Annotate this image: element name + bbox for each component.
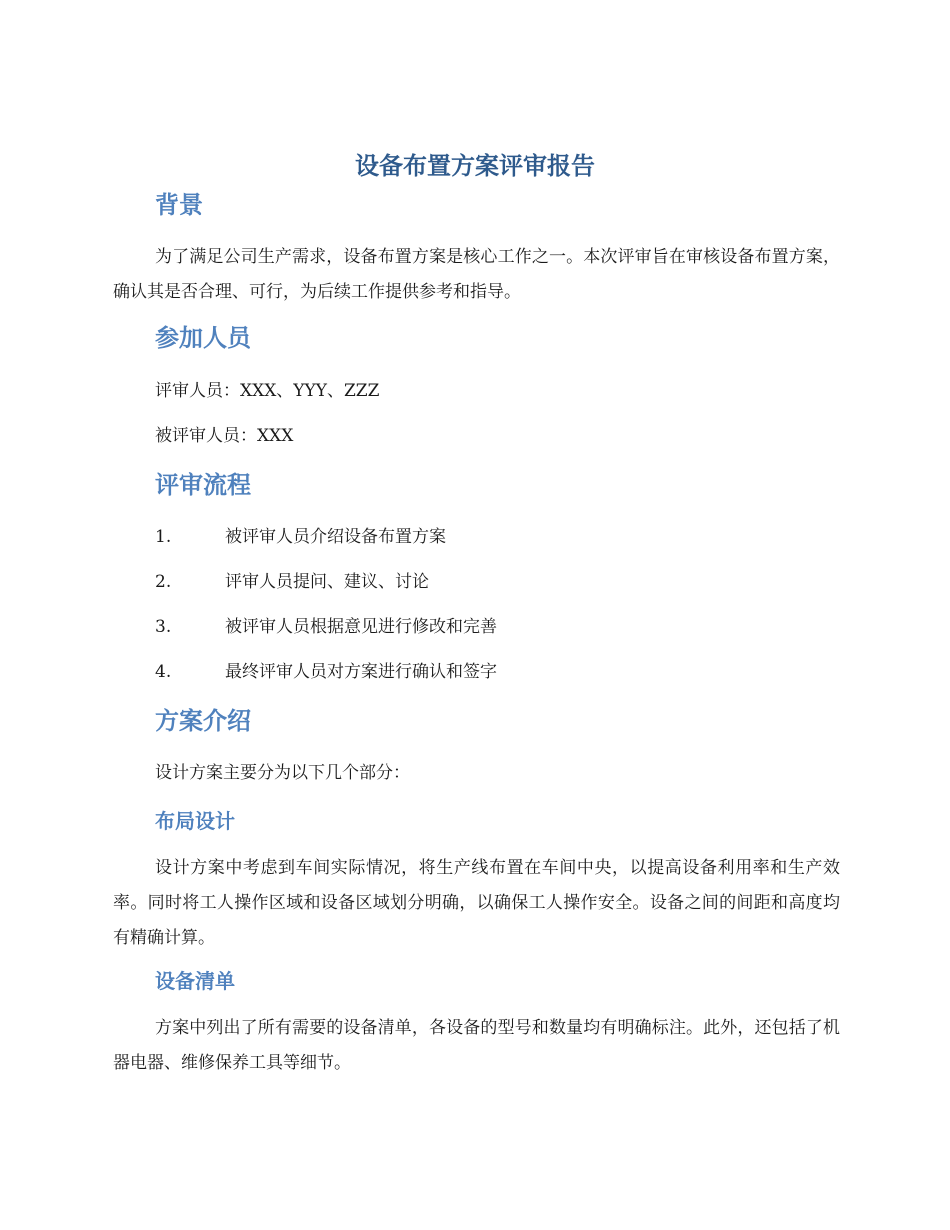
plan-intro: 设计方案主要分为以下几个部分： — [155, 763, 410, 783]
heading-equipment-list: 设备清单 — [155, 969, 235, 993]
heading-process: 评审流程 — [155, 471, 251, 499]
heading-layout-design: 布局设计 — [155, 809, 235, 833]
list-item — [155, 660, 497, 684]
list-item — [155, 525, 446, 549]
heading-background: 背景 — [155, 191, 203, 219]
list-item-number: 4. — [155, 662, 172, 682]
list-item — [155, 615, 497, 639]
reviewee-line: 被评审人员：XXX — [155, 426, 294, 446]
list-item-number: 2. — [155, 572, 172, 592]
list-item-text: 被评审人员根据意见进行修改和完善 — [225, 617, 497, 637]
heading-plan: 方案介绍 — [155, 707, 251, 735]
list-item-text: 被评审人员介绍设备布置方案 — [225, 527, 446, 547]
list-item-number: 1. — [155, 527, 172, 547]
background-paragraph: 为了满足公司生产需求，设备布置方案是核心工作之一。本次评审旨在审核设备布置方案，确认其是否合理、可行，为后续工作提供参考和指导。 — [113, 247, 840, 302]
equipment-paragraph: 方案中列出了所有需要的设备清单，各设备的型号和数量均有明确标注。此外，还包括了机器电器、维修保养工具等细节。 — [113, 1018, 840, 1073]
document-title: 设备布置方案评审报告 — [355, 152, 595, 180]
list-item-number: 3. — [155, 617, 172, 637]
list-item-text: 评审人员提问、建议、讨论 — [225, 572, 429, 592]
reviewers-line: 评审人员：XXX、YYY、ZZZ — [155, 381, 380, 401]
layout-paragraph: 设计方案中考虑到车间实际情况，将生产线布置在车间中央，以提高设备利用率和生产效率。同时将工人操作区域和设备区域划分明确，以确保工人操作安全。设备之间的间距和高度均有精确计算。 — [113, 858, 840, 948]
list-item — [155, 570, 429, 594]
list-item-text: 最终评审人员对方案进行确认和签字 — [225, 662, 497, 682]
heading-participants: 参加人员 — [155, 324, 251, 352]
